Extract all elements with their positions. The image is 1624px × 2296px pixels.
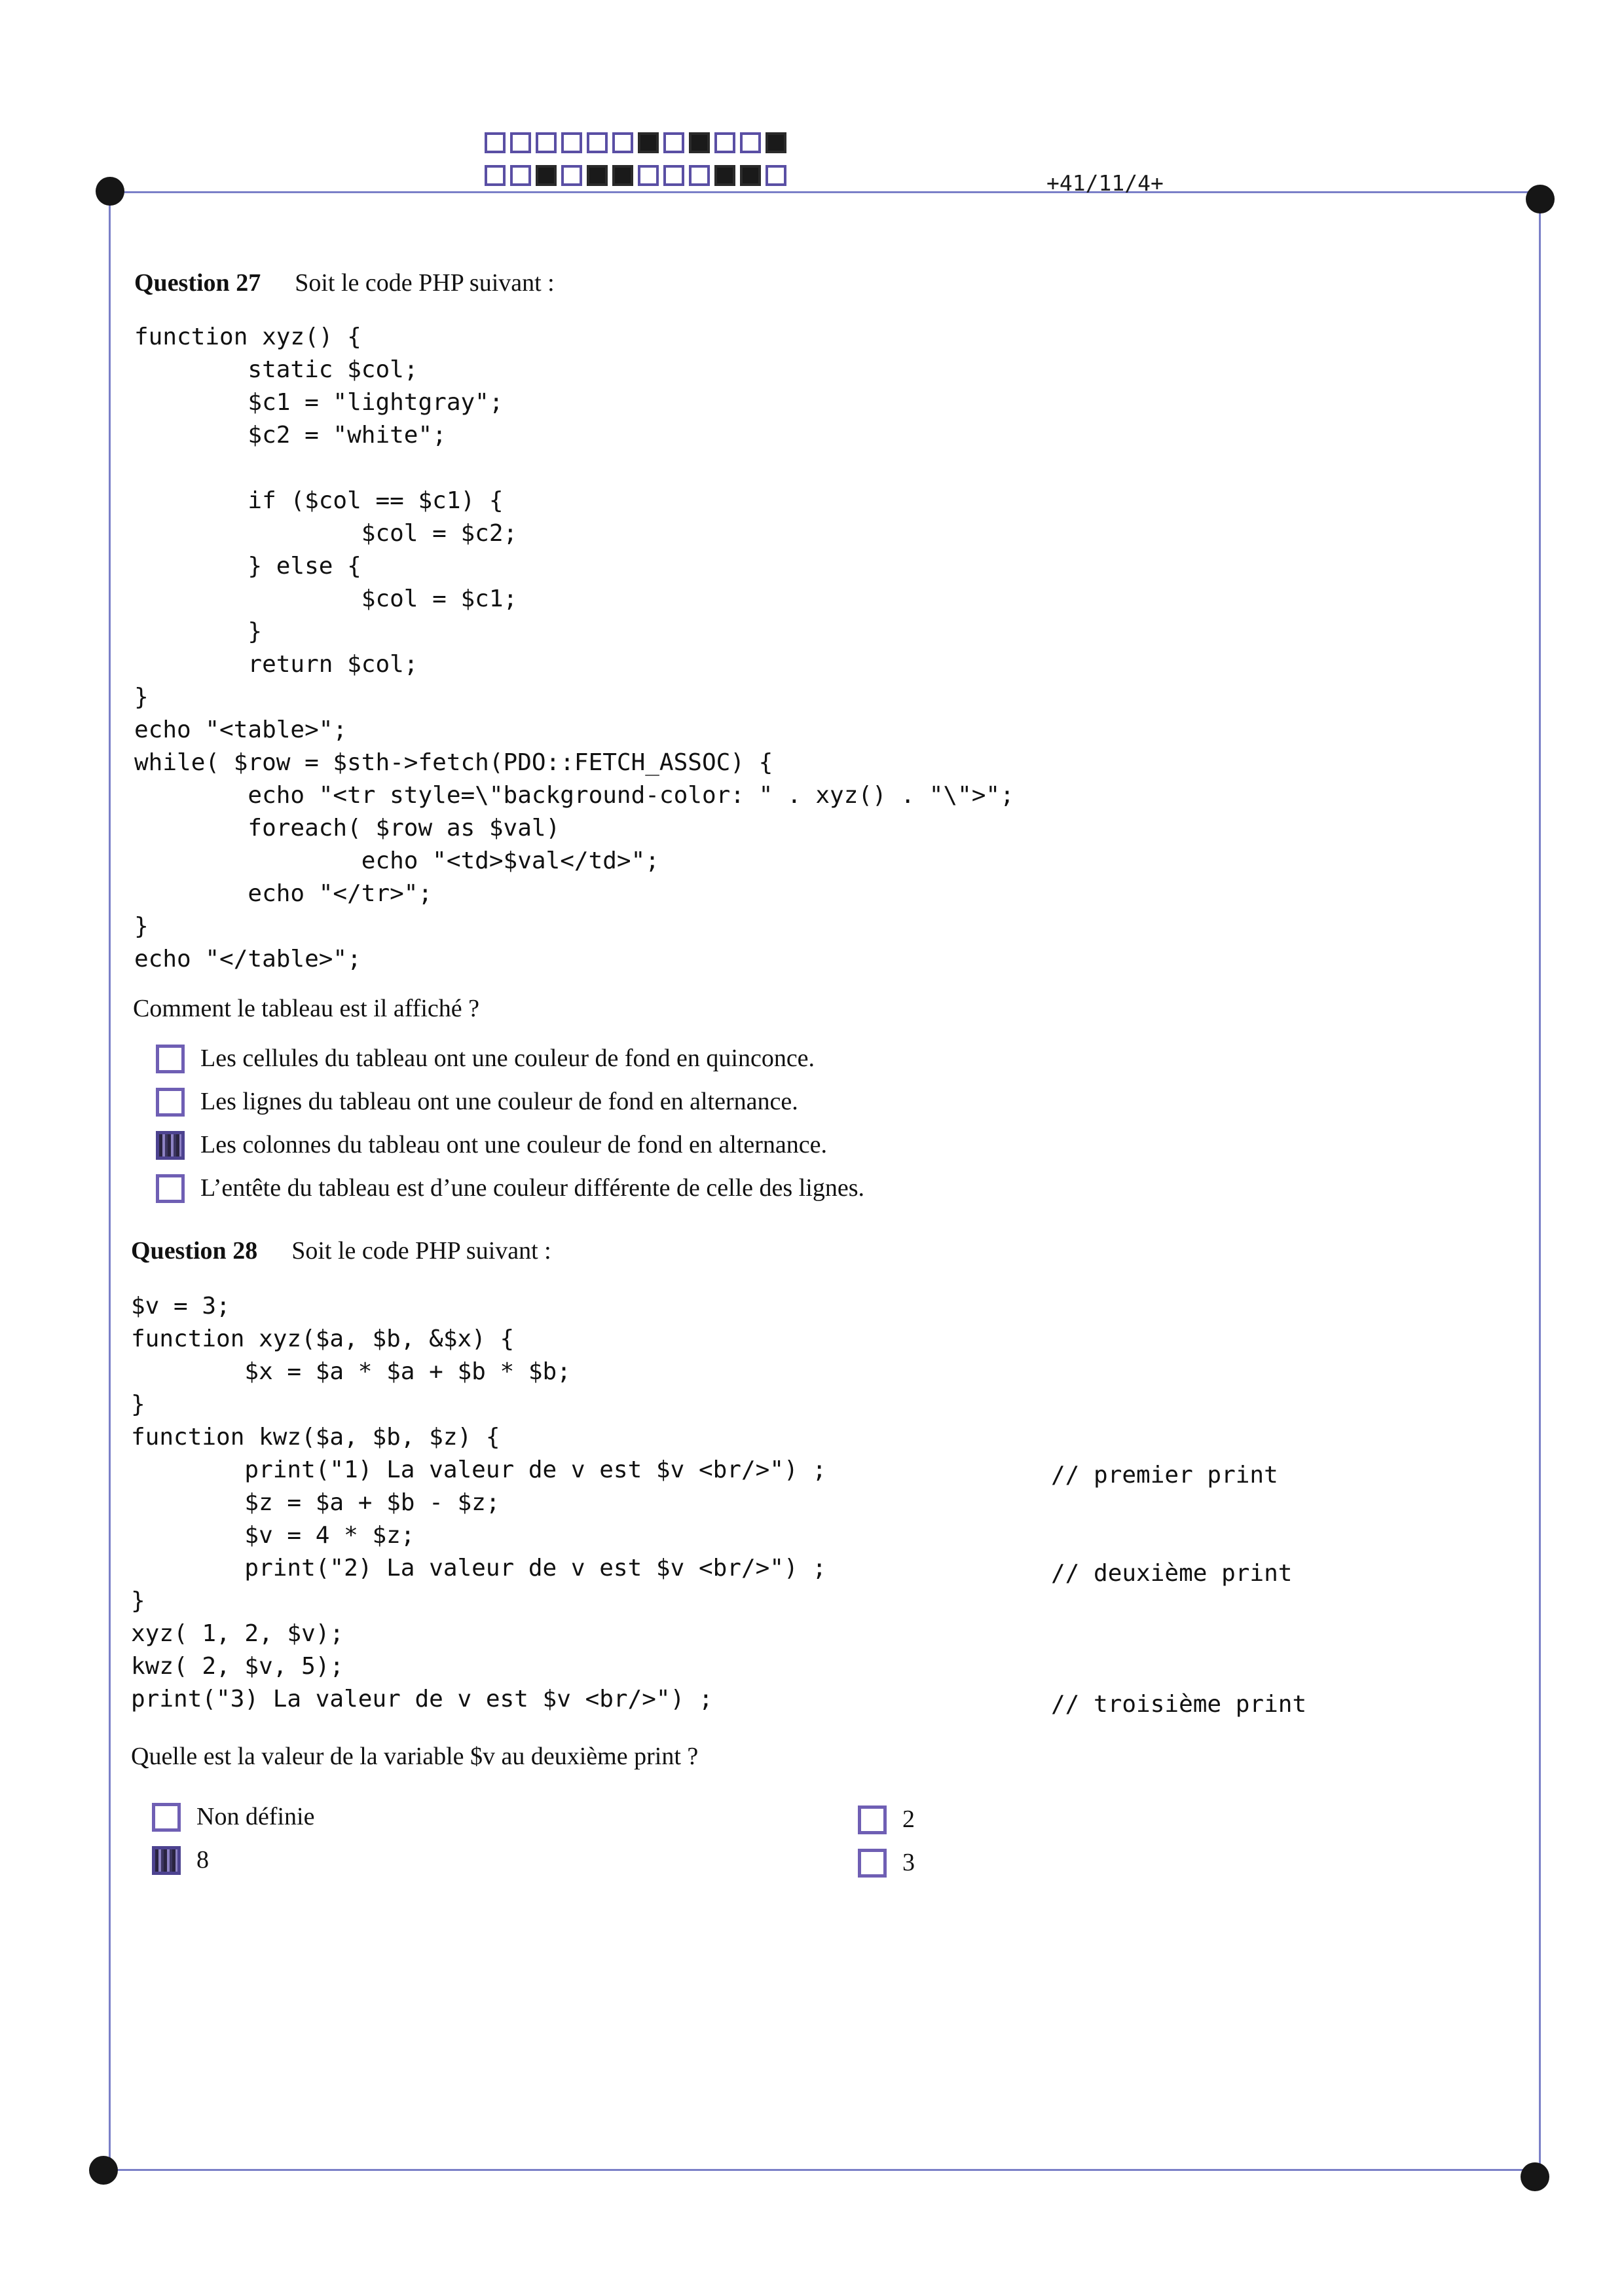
php-code-block: function xyz() { static $col; $c1 = "lightgray"; $c2 = "white"; if ($col == $c1) { $col = $c2; } else { $col = $c1; } return $col; } echo "<table>"; while( $row = $sth->fetch(PDO::FETCH_ASSOC) { echo "<tr style=\"background-color: " . xyz() . "\">"; foreach( $row as $val) echo "<td>$val</td>"; echo "</tr>"; } echo "</table>";: [134, 324, 1014, 972]
choice-label: Les lignes du tableau ont une couleur de fond en alternance.: [200, 1088, 798, 1115]
question-intro: Soit le code PHP suivant :: [295, 269, 555, 297]
code-box-filled: [638, 132, 659, 153]
q27-choice-3[interactable]: [156, 1130, 827, 1160]
question-number: Question 27: [134, 269, 261, 297]
sheet-id: +41/11/4+: [1046, 170, 1164, 196]
q28-choice-3[interactable]: [858, 1848, 915, 1878]
checkbox[interactable]: [156, 1088, 185, 1117]
code-box-empty: [612, 132, 633, 153]
code-box-filled: [587, 165, 608, 186]
frame-bottom: [103, 2169, 1535, 2171]
q27-choice-1[interactable]: [156, 1044, 815, 1074]
code-comment-deuxieme: // deuxième print: [1051, 1560, 1293, 1587]
code-box-filled: [689, 132, 710, 153]
choice-label: 2: [902, 1805, 915, 1833]
code-box-empty: [638, 165, 659, 186]
code-box-empty: [663, 165, 684, 186]
choice-label: 8: [196, 1846, 209, 1874]
code-box-empty: [740, 132, 761, 153]
choice-label: Les cellules du tableau ont une couleur de fond en quinconce.: [200, 1045, 815, 1072]
code-box-empty: [663, 132, 684, 153]
q28-choice-2[interactable]: [858, 1805, 915, 1835]
code-box-filled: [766, 132, 786, 153]
checkbox[interactable]: [156, 1174, 185, 1203]
corner-marker-top-left: [96, 177, 124, 206]
code-box-filled: [612, 165, 633, 186]
id-code-row-1: [485, 132, 786, 153]
question-27-heading: [134, 268, 555, 299]
frame-top: [110, 191, 1541, 193]
code-box-filled: [714, 165, 735, 186]
choice-label: Non définie: [196, 1803, 315, 1830]
code-box-empty: [714, 132, 735, 153]
choice-label: L’entête du tableau est d’une couleur différente de celle des lignes.: [200, 1174, 864, 1202]
question-27-text: Comment le tableau est il affiché ?: [133, 995, 479, 1022]
q28-choice-8[interactable]: [152, 1845, 209, 1876]
checkbox[interactable]: [156, 1045, 185, 1073]
choice-label: 3: [902, 1849, 915, 1876]
id-code-row-2: [485, 165, 786, 186]
code-box-empty: [587, 132, 608, 153]
code-comment-premier: // premier print: [1051, 1462, 1278, 1489]
question-28-text: Quelle est la valeur de la variable $v au deuxième print ?: [131, 1743, 699, 1770]
corner-marker-bottom-right: [1521, 2162, 1549, 2191]
code-box-empty: [766, 165, 786, 186]
checkbox-checked[interactable]: [156, 1131, 185, 1160]
code-comment-troisieme: // troisième print: [1051, 1691, 1307, 1718]
code-box-filled: [740, 165, 761, 186]
code-box-empty: [485, 165, 506, 186]
corner-marker-top-right: [1526, 185, 1555, 213]
frame-left: [109, 191, 111, 2170]
checkbox[interactable]: [858, 1805, 887, 1834]
q27-choice-2[interactable]: [156, 1087, 798, 1117]
choice-label: Les colonnes du tableau ont une couleur de fond en alternance.: [200, 1131, 828, 1158]
code-box-empty: [485, 132, 506, 153]
code-box-empty: [536, 132, 557, 153]
corner-marker-bottom-left: [89, 2156, 118, 2185]
checkbox[interactable]: [152, 1803, 181, 1832]
php-code-block: $v = 3; function xyz($a, $b, &$x) { $x = $a * $a + $b * $b; } function kwz($a, $b, $z) { print("1) La valeur de v est $v <br/>") ; $z = $a + $b - $z; $v = 4 * $z; print("2) La valeur de v est $v <br/>") ; } xyz( 1, 2, $v); kwz( 2, $v, 5); print("3) La valeur de v est $v <br/>") ;: [131, 1293, 827, 1713]
checkbox-checked[interactable]: [152, 1846, 181, 1875]
checkbox[interactable]: [858, 1849, 887, 1878]
code-box-empty: [689, 165, 710, 186]
code-box-filled: [536, 165, 557, 186]
question-intro: Soit le code PHP suivant :: [291, 1237, 551, 1265]
code-box-empty: [561, 165, 582, 186]
q27-choice-4[interactable]: [156, 1174, 864, 1204]
code-box-empty: [510, 165, 531, 186]
code-box-empty: [561, 132, 582, 153]
question-28-heading: [131, 1236, 551, 1267]
q28-choice-non-definie[interactable]: [152, 1802, 314, 1832]
question-number: Question 28: [131, 1237, 258, 1265]
frame-right: [1539, 191, 1541, 2170]
code-box-empty: [510, 132, 531, 153]
